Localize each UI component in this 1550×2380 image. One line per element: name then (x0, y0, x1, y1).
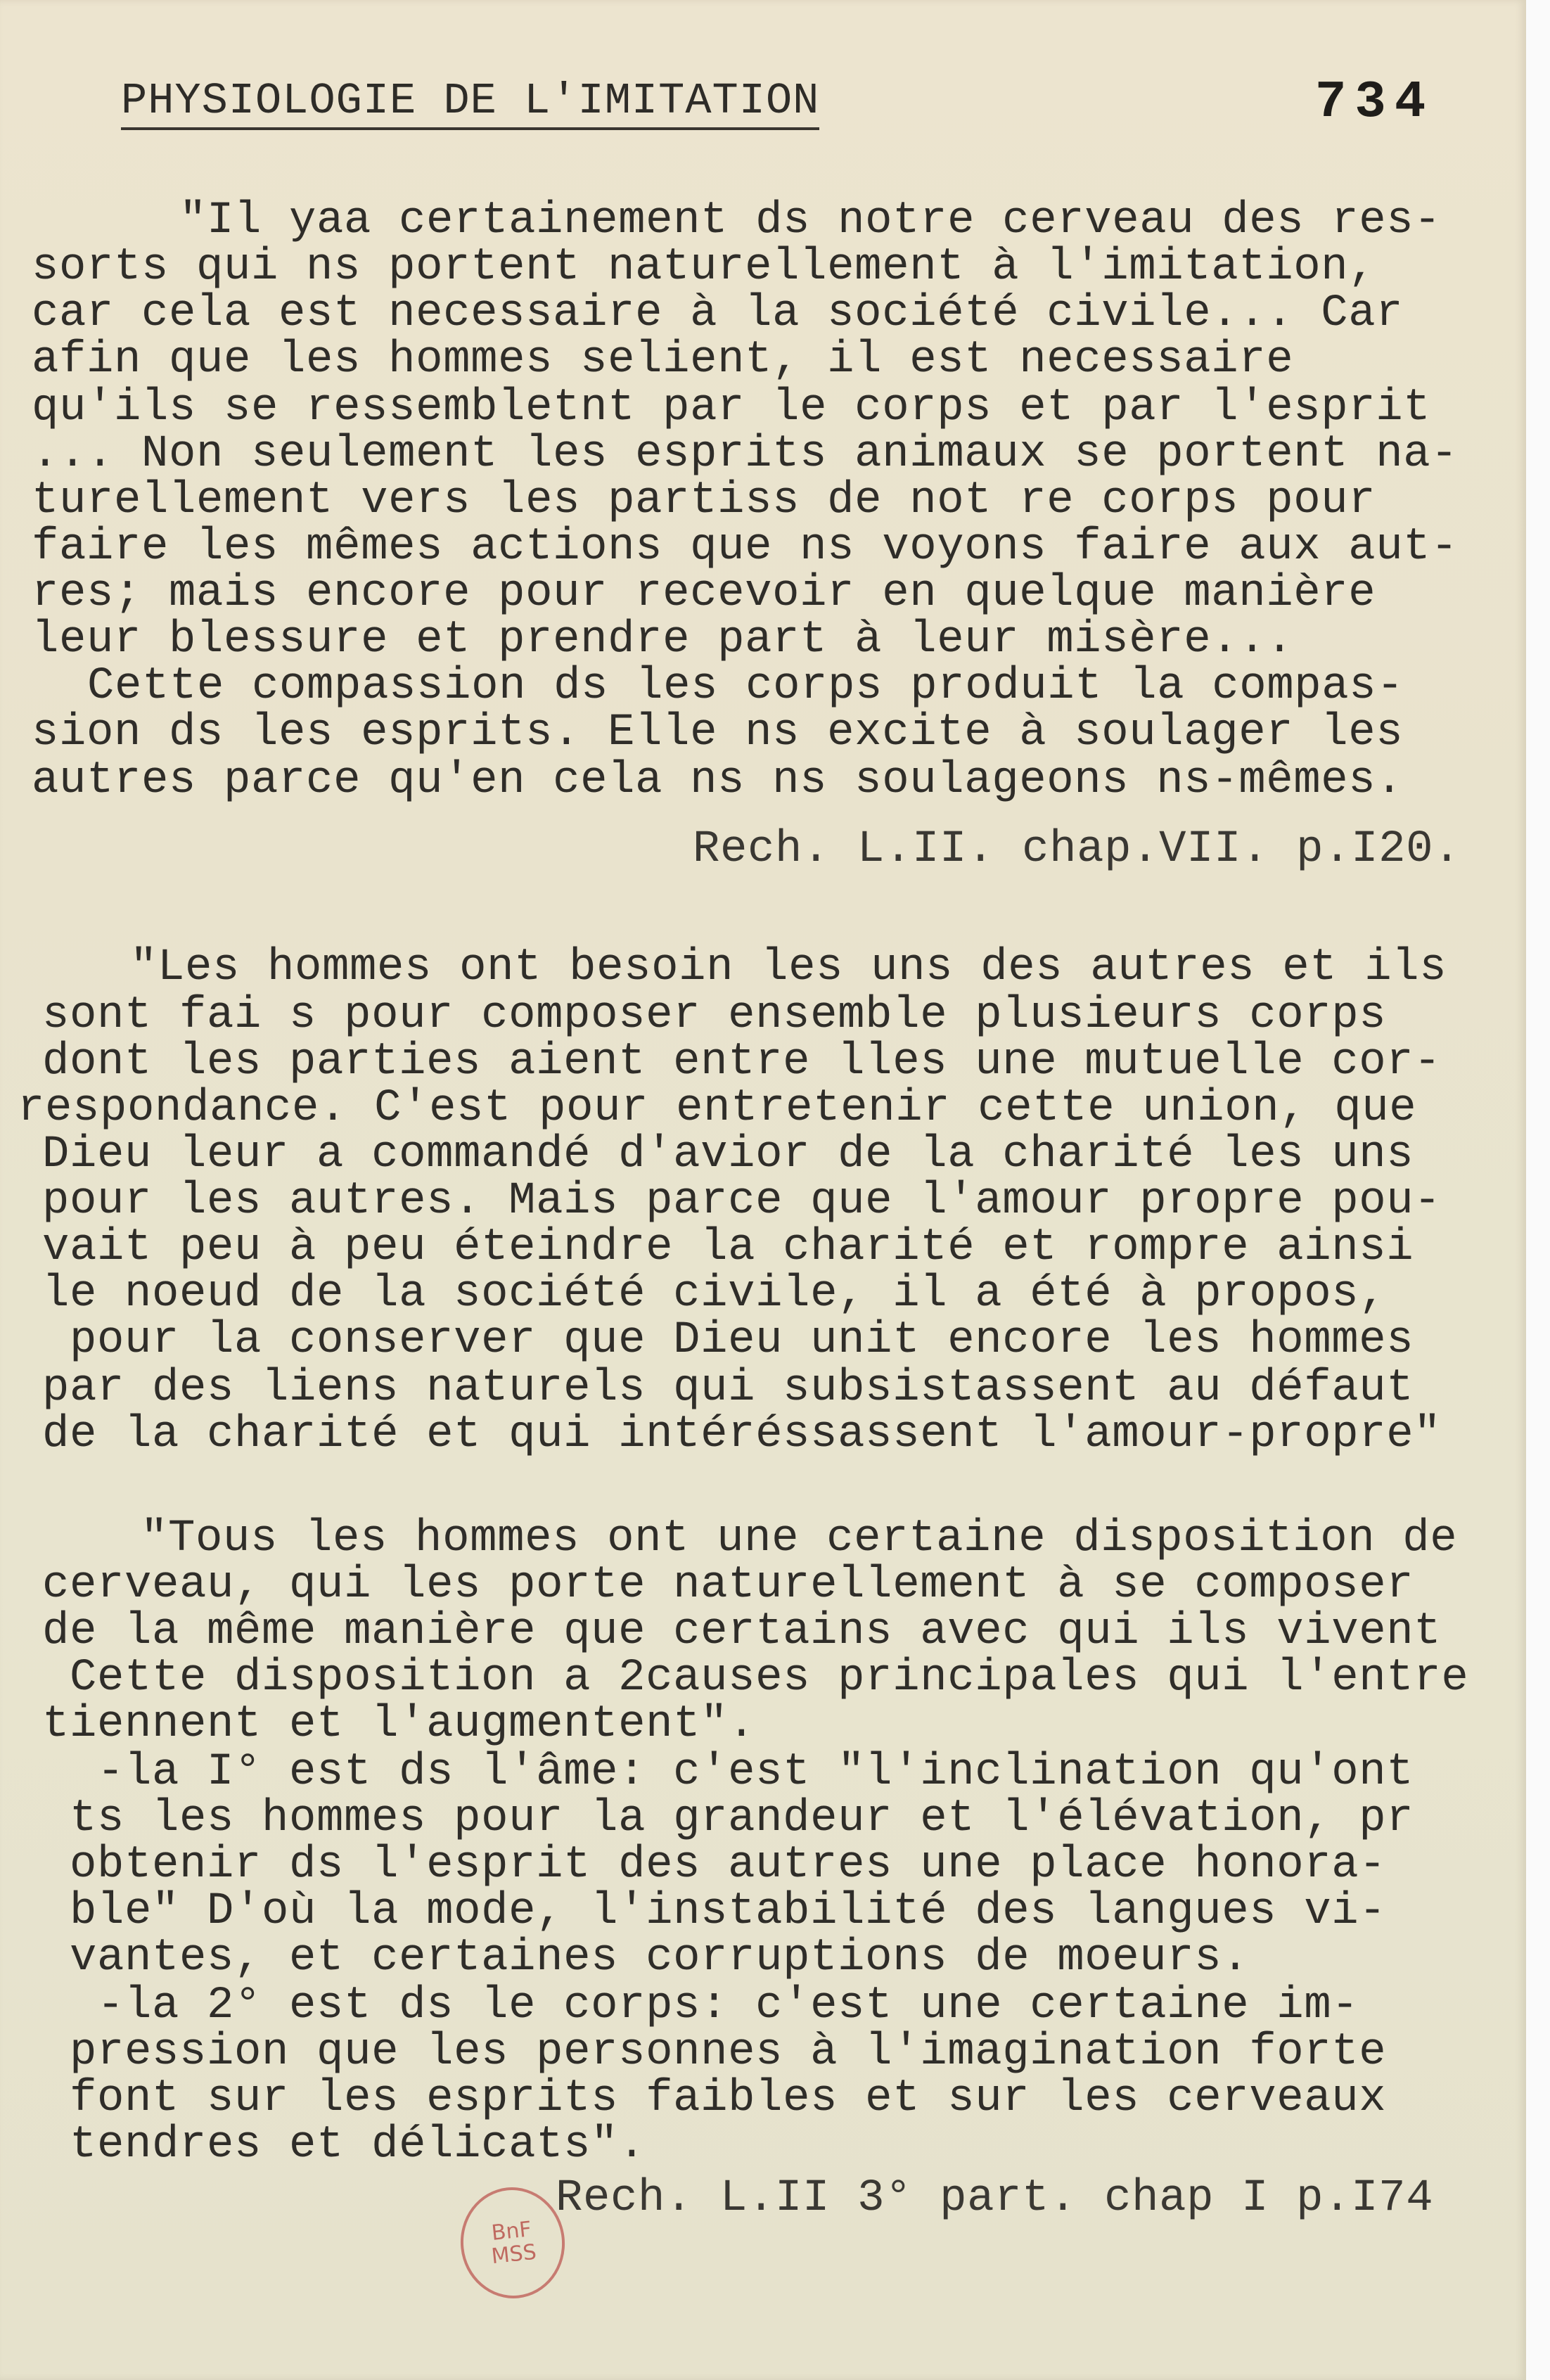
text-line: vait peu à peu éteindre la charité et rompre ainsi (42, 1222, 1414, 1273)
text-line: -la I° est ds l'âme: c'est "l'inclination qu'ont (42, 1747, 1414, 1798)
text-line: pour les autres. Mais parce que l'amour propre pou- (42, 1176, 1442, 1227)
text-line: leur blessure et prendre part à leur misère... (32, 615, 1294, 665)
text-line: tiennent et l'augmentent". (42, 1699, 756, 1750)
text-line: pression que les personnes à l'imagination forte (42, 2027, 1387, 2078)
text-line: res; mais encore pour recevoir en quelque manière (32, 568, 1376, 619)
text-line: "Tous les hommes ont une certaine disposition de (141, 1514, 1458, 1564)
text-line: dont les parties aient entre lles une mutuelle cor- (42, 1037, 1442, 1087)
text-line: cerveau, qui les porte naturellement à se composer (42, 1560, 1414, 1611)
text-line: "Les hommes ont besoin les uns des autres et ils (130, 942, 1447, 993)
text-line: Dieu leur a commandé d'avior de la charité les uns (42, 1130, 1414, 1180)
stamp-line-2: MSS (490, 2239, 538, 2270)
text-line: sion ds les esprits. Elle ns excite à soulager les (32, 708, 1404, 758)
text-line: "Il yaa certainement ds notre cerveau des res- (179, 196, 1442, 246)
text-line: le noeud de la société civile, il a été à propos, (42, 1269, 1387, 1319)
library-stamp (455, 2182, 570, 2304)
text-line: qu'ils se ressembletnt par le corps et par l'esprit (32, 383, 1431, 433)
text-line: respondance. C'est pour entretenir cette union, que (18, 1083, 1417, 1134)
page-title: PHYSIOLOGIE DE L'IMITATION (121, 76, 819, 130)
text-line: Cette disposition a 2causes principales qui l'entre (42, 1653, 1469, 1703)
text-line: faire les mêmes actions que ns voyons faire aux aut- (32, 522, 1459, 572)
text-line: font sur les esprits faibles et sur les cerveaux (42, 2073, 1387, 2124)
text-line: par des liens naturels qui subsistassent au défaut (42, 1363, 1414, 1414)
text-line: sorts qui ns portent naturellement à l'imitation, (32, 242, 1376, 293)
text-line: de la même manière que certains avec qui ils vivent (42, 1606, 1442, 1657)
text-line: sont fai s pour composer ensemble plusieurs corps (42, 990, 1387, 1041)
text-line: -la 2° est ds le corps: c'est une certaine im- (42, 1981, 1359, 2031)
text-line: turellement vers les partiss de not re corps pour (32, 475, 1376, 526)
source-citation: Rech. L.II. chap.VII. p.I20. (693, 824, 1461, 875)
text-line: car cela est necessaire à la société civile... Car (32, 288, 1404, 339)
text-line: vantes, et certaines corruptions de moeurs. (42, 1933, 1250, 1983)
text-line: Cette compassion ds les corps produit la compas- (60, 661, 1404, 712)
text-line: pour la conserver que Dieu unit encore les hommes (42, 1315, 1414, 1366)
source-citation: Rech. L.II 3° part. chap I p.I74 (556, 2173, 1434, 2224)
text-line: de la charité et qui intéréssassent l'amour-propre" (42, 1409, 1442, 1460)
page-number: 734 (1315, 73, 1435, 132)
text-line: autres parce qu'en cela ns ns soulageons ns-mêmes. (32, 755, 1404, 806)
scan-margin (1526, 0, 1550, 2380)
stamp-line-1: BnF (490, 2217, 533, 2246)
text-line: ... Non seulement les esprits animaux se portent na- (32, 429, 1459, 480)
text-line: tendres et délicats". (42, 2120, 646, 2170)
text-line: ble" D'où la mode, l'instabilité des langues vi- (42, 1886, 1387, 1937)
text-line: obtenir ds l'esprit des autres une place honora- (42, 1840, 1387, 1890)
text-line: ts les hommes pour la grandeur et l'élévation, pr (42, 1793, 1414, 1844)
text-line: afin que les hommes selient, il est necessaire (32, 335, 1294, 385)
